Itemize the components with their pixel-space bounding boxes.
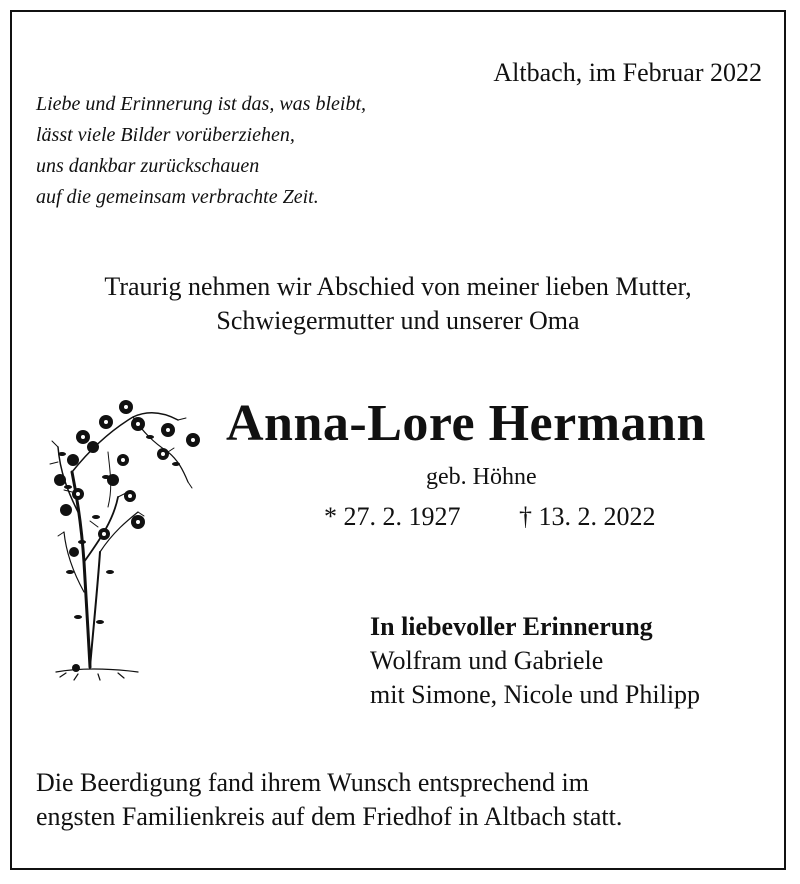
- intro-text: [12, 270, 784, 338]
- place-date: Altbach, im Februar 2022: [493, 58, 762, 87]
- family-line: Wolfram und Gabriele: [370, 646, 604, 675]
- deceased-name: Anna-Lore Hermann: [226, 395, 706, 452]
- funeral-line: Die Beerdigung fand ihrem Wunsch entsprechend im: [36, 768, 589, 797]
- poem-line: lässt viele Bilder vorüberziehen,: [36, 124, 295, 146]
- family-line: mit Simone, Nicole und Philipp: [370, 680, 701, 709]
- funeral-line: engsten Familienkreis auf dem Friedhof in Altbach statt.: [36, 802, 623, 831]
- flowering-tree-icon: [38, 392, 208, 692]
- poem-line: uns dankbar zurückschauen: [36, 155, 260, 177]
- poem-line: auf die gemeinsam verbrachte Zeit.: [36, 186, 319, 208]
- funeral-notice: [36, 766, 622, 834]
- birth-date: * 27. 2. 1927: [324, 502, 461, 531]
- family-signature: [370, 610, 700, 712]
- maiden-name: geb. Höhne: [426, 464, 537, 490]
- poem-line: Liebe und Erinnerung ist das, was bleibt,: [36, 93, 366, 115]
- death-date: † 13. 2. 2022: [519, 502, 656, 531]
- intro-line: Traurig nehmen wir Abschied von meiner lieben Mutter,: [104, 272, 692, 301]
- family-heading: In liebevoller Erinnerung: [370, 612, 653, 641]
- obituary-card: [10, 10, 786, 870]
- intro-line: Schwiegermutter und unserer Oma: [216, 306, 580, 335]
- poem: [36, 89, 366, 213]
